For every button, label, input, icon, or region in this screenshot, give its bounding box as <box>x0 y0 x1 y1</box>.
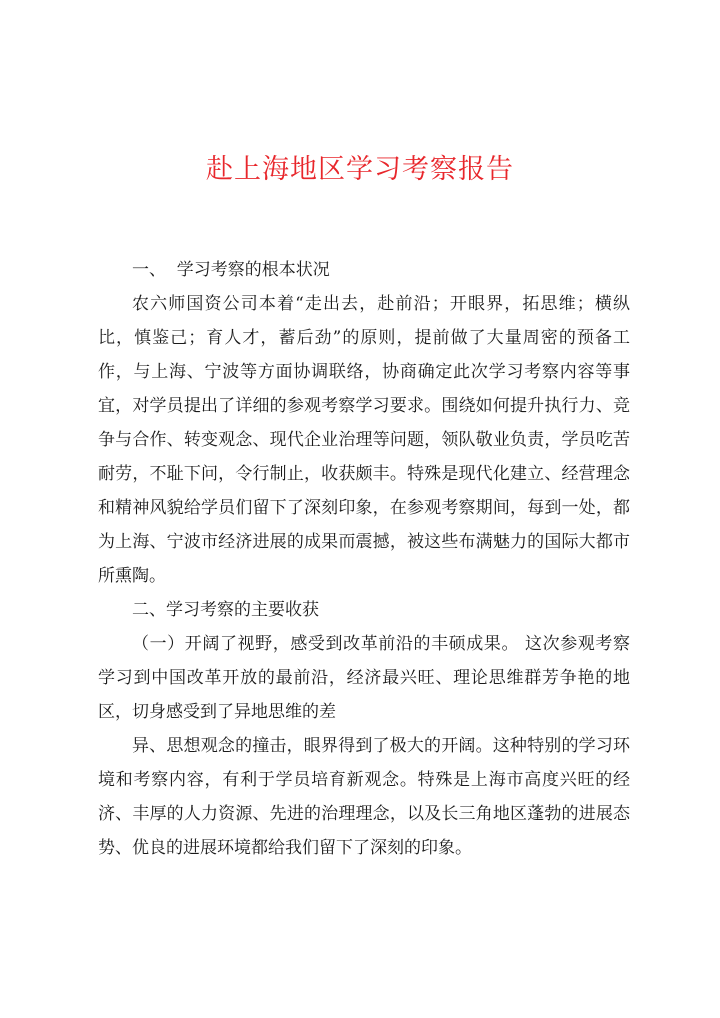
document-body <box>98 253 630 865</box>
section-2-subsection-1: （一）开阔了视野，感受到改革前沿的丰硕成果。 这次参观考察学习到中国改革开放的最前沿，经济最兴旺、理论思维群芳争艳的地区，切身感受到了异地思维的差 <box>98 634 630 722</box>
section-1-paragraph: 农六师国资公司本着“走出去，赴前沿；开眼界，拓思维；横纵比，慎鉴己；育人才，蓄后劲”的原则，提前做了大量周密的预备工作，与上海、宁波等方面协调联络，协商确定此次学习考察内容等事宜，对学员提出了详细的参观考察学习要求。围绕如何提升执行力、竞争与合作、转变观念、现代企业治理等问题，领队敬业负责，学员吃苦耐劳，不耻下问，令行制止，收获颇丰。特殊是现代化建立、经营理念和精神风貌给学员们留下了深刻印象，在参观考察期间，每到一处，都为上海、宁波市经济进展的成果而震撼，被这些布满魅力的国际大都市所熏陶。 <box>98 294 630 586</box>
document-title: 赴上海地区学习考察报告 <box>206 154 514 185</box>
section-1-heading: 一、 学习考察的根本状况 <box>132 260 330 280</box>
section-2-heading: 二、学习考察的主要收获 <box>132 600 319 620</box>
section-2-paragraph: 异、思想观念的撞击，眼界得到了极大的开阔。这种特别的学习环境和考察内容，有利于学员培育新观念。特殊是上海市高度兴旺的经济、丰厚的人力资源、先进的治理理念，以及长三角地区蓬勃的进展态势、优良的进展环境都给我们留下了深刻的印象。 <box>98 736 630 858</box>
